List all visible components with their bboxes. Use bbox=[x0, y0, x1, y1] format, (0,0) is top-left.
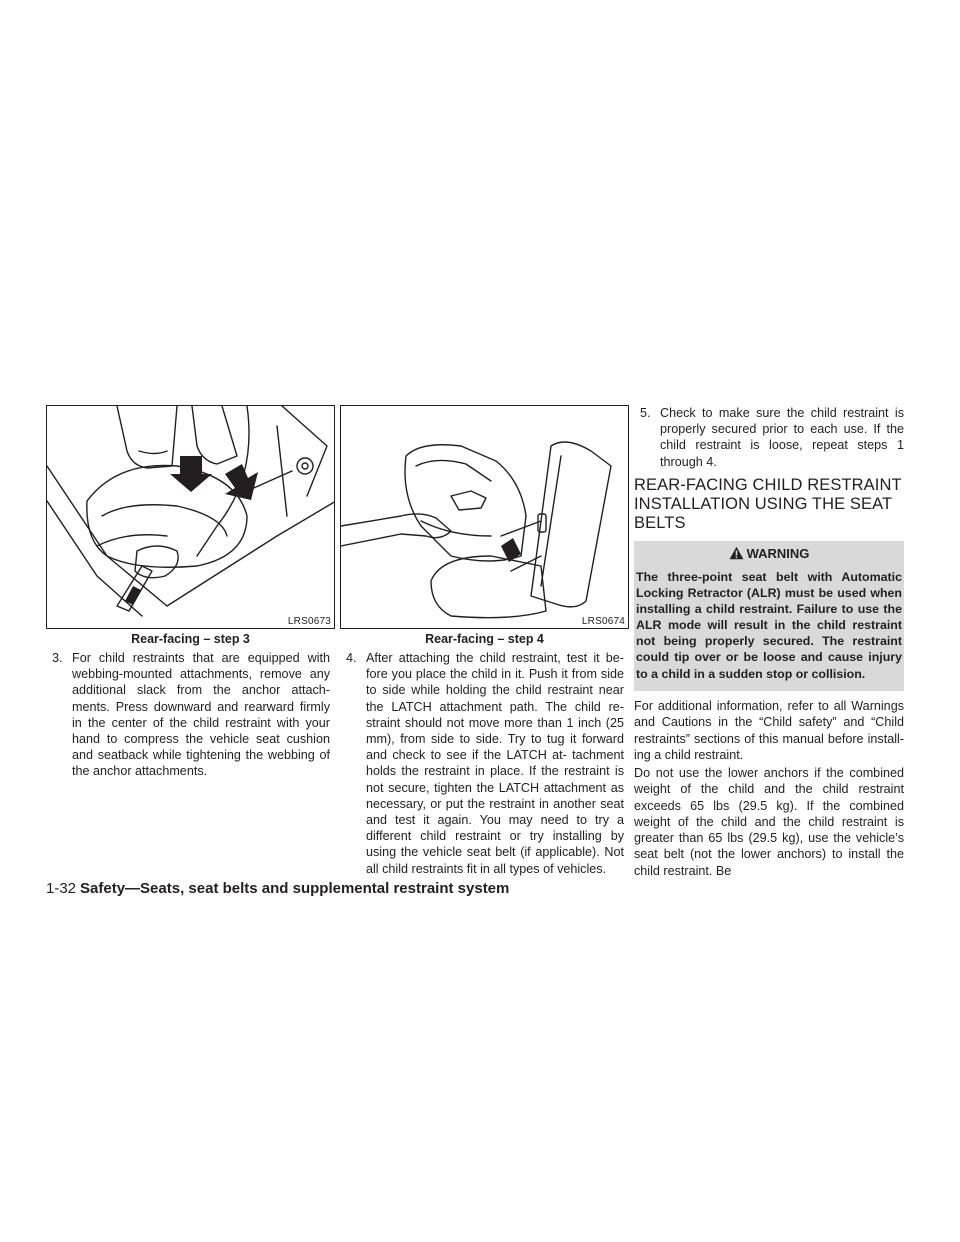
paragraph-lower-anchors: Do not use the lower anchors if the combined weight of the child and the child restraint exceeds 65 lbs (29.5 kg). If the combined weight of the child and the child restraint is greater than 65 lbs (29.5 kg), use the vehicle’s seat belt (not the lower anchors) to install the child restraint. Be bbox=[634, 766, 904, 878]
figure-rear-facing-step-3 bbox=[46, 405, 335, 629]
page-number: 1-32 bbox=[46, 880, 77, 897]
step-number: 3. bbox=[52, 651, 63, 665]
figure-caption: Rear-facing – step 4 bbox=[425, 632, 544, 646]
warning-triangle-icon bbox=[729, 546, 744, 560]
warning-text: The three-point seat belt with Automatic Locking Retractor (ALR) must be used when installing a child restraint. Failure to use the ALR mode will result in the child restraint not being properly secured. The restraint could tip over or be loose and cause injury to a child in a sudden stop or collision. bbox=[636, 570, 902, 681]
rear-facing-step-3-illustration bbox=[47, 406, 335, 629]
step-3 bbox=[52, 650, 330, 780]
figure-caption: Rear-facing – step 3 bbox=[131, 632, 250, 646]
step-4 bbox=[346, 650, 624, 877]
rear-facing-step-4-illustration bbox=[341, 406, 629, 629]
step-number: 5. bbox=[640, 406, 651, 420]
paragraph-additional-info: For additional information, refer to all Warnings and Cautions in the “Child safety” and “Child restraints” sections of this manual before install- ing a child restraint. bbox=[634, 699, 904, 762]
step-text: After attaching the child restraint, test it be- fore you place the child in it. Push it from side to side while holding the child restraint near the LATCH attachment path. The child re- straint should not move more than 1 inch (25 mm), from side to side. Try to tug it forward and check to see if the LATCH at- tachment holds the restraint in place. If the restraint is not secure, tighten the LATCH attachment as necessary, or put the restraint in another seat and test it again. You may need to try a different child restraint or try installing by using the vehicle seat belt (if applicable). Not all child restraints fit in all types of vehicles. bbox=[366, 651, 624, 876]
warning-title bbox=[634, 546, 904, 561]
figure-rear-facing-step-4 bbox=[340, 405, 629, 629]
figure-code: LRS0673 bbox=[287, 616, 331, 627]
warning-title-text: WARNING bbox=[746, 546, 810, 561]
page-footer bbox=[46, 880, 509, 897]
step-text: For child restraints that are equipped with webbing-mounted attachments, remove any additional slack from the anchor attach- ments. Press downward and rearward firmly in the center of the child restraint with your hand to compress the vehicle seat cushion and seatback while tightening the webbing of the anchor attachments. bbox=[72, 651, 330, 779]
step-text: Check to make sure the child restraint is properly secured prior to each use. If the child restraint is loose, repeat steps 1 through 4. bbox=[660, 406, 904, 469]
warning-box bbox=[634, 541, 904, 691]
section-heading: REAR-FACING CHILD RESTRAINT INSTALLATION USING THE SEAT BELTS bbox=[634, 476, 902, 532]
step-number: 4. bbox=[346, 651, 357, 665]
step-5 bbox=[640, 405, 904, 470]
footer-section-name: Safety—Seats, seat belts and supplemental restraint system bbox=[80, 880, 510, 897]
figure-code: LRS0674 bbox=[581, 616, 625, 627]
